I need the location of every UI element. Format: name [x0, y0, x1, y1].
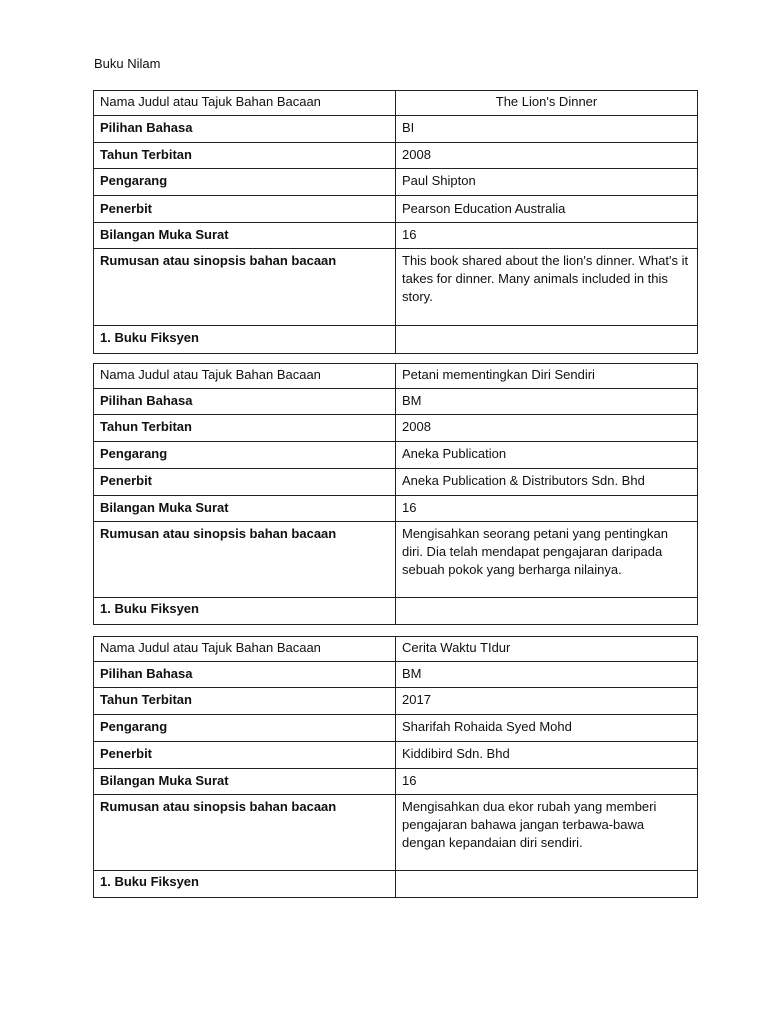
row-title [94, 637, 698, 662]
row-year [94, 143, 698, 169]
row-pages [94, 769, 698, 795]
book-record-table [93, 636, 698, 898]
row-publisher [94, 742, 698, 769]
label-category: 1. Buku Fiksyen [94, 598, 396, 625]
row-category [94, 326, 698, 354]
label-publisher: Penerbit [94, 742, 396, 769]
label-pages: Bilangan Muka Surat [94, 769, 396, 795]
value-title: The Lion's Dinner [396, 91, 698, 116]
label-author: Pengarang [94, 442, 396, 469]
label-language: Pilihan Bahasa [94, 662, 396, 688]
value-title: Petani mementingkan Diri Sendiri [396, 364, 698, 389]
value-category [396, 326, 698, 354]
row-language [94, 389, 698, 415]
row-category [94, 871, 698, 898]
value-publisher: Pearson Education Australia [396, 196, 698, 223]
label-author: Pengarang [94, 715, 396, 742]
row-author [94, 169, 698, 196]
label-category: 1. Buku Fiksyen [94, 326, 396, 354]
value-publisher: Kiddibird Sdn. Bhd [396, 742, 698, 769]
value-author: Paul Shipton [396, 169, 698, 196]
value-language: BM [396, 662, 698, 688]
value-language: BI [396, 116, 698, 143]
label-year: Tahun Terbitan [94, 143, 396, 169]
row-author [94, 715, 698, 742]
row-year [94, 688, 698, 715]
row-synopsis [94, 249, 698, 326]
value-pages: 16 [396, 223, 698, 249]
row-pages [94, 223, 698, 249]
label-language: Pilihan Bahasa [94, 116, 396, 143]
row-publisher [94, 196, 698, 223]
value-pages: 16 [396, 769, 698, 795]
label-language: Pilihan Bahasa [94, 389, 396, 415]
label-title: Nama Judul atau Tajuk Bahan Bacaan [94, 364, 396, 389]
row-pages [94, 496, 698, 522]
value-title: Cerita Waktu TIdur [396, 637, 698, 662]
row-language [94, 662, 698, 688]
value-publisher: Aneka Publication & Distributors Sdn. Bhd [396, 469, 698, 496]
value-synopsis: Mengisahkan seorang petani yang pentingkan diri. Dia telah mendapat pengajaran daripada sebuah pokok yang berharga nilainya. [396, 522, 698, 598]
value-year: 2017 [396, 688, 698, 715]
value-author: Sharifah Rohaida Syed Mohd [396, 715, 698, 742]
label-publisher: Penerbit [94, 469, 396, 496]
document-title: Buku Nilam [94, 56, 161, 71]
row-title [94, 91, 698, 116]
label-pages: Bilangan Muka Surat [94, 223, 396, 249]
label-synopsis: Rumusan atau sinopsis bahan bacaan [94, 249, 396, 326]
value-synopsis: This book shared about the lion's dinner. What's it takes for dinner. Many animals included in this story. [396, 249, 698, 326]
label-pages: Bilangan Muka Surat [94, 496, 396, 522]
book-record-table [93, 363, 698, 625]
row-category [94, 598, 698, 625]
label-title: Nama Judul atau Tajuk Bahan Bacaan [94, 91, 396, 116]
row-title [94, 364, 698, 389]
label-publisher: Penerbit [94, 196, 396, 223]
row-synopsis [94, 795, 698, 871]
value-year: 2008 [396, 143, 698, 169]
label-author: Pengarang [94, 169, 396, 196]
label-year: Tahun Terbitan [94, 688, 396, 715]
value-pages: 16 [396, 496, 698, 522]
value-year: 2008 [396, 415, 698, 442]
book-record-table [93, 90, 698, 354]
label-title: Nama Judul atau Tajuk Bahan Bacaan [94, 637, 396, 662]
label-synopsis: Rumusan atau sinopsis bahan bacaan [94, 522, 396, 598]
value-category [396, 598, 698, 625]
row-language [94, 116, 698, 143]
value-synopsis: Mengisahkan dua ekor rubah yang memberi pengajaran bahawa jangan terbawa-bawa dengan kepandaian diri sendiri. [396, 795, 698, 871]
row-publisher [94, 469, 698, 496]
row-author [94, 442, 698, 469]
value-author: Aneka Publication [396, 442, 698, 469]
value-language: BM [396, 389, 698, 415]
label-synopsis: Rumusan atau sinopsis bahan bacaan [94, 795, 396, 871]
label-year: Tahun Terbitan [94, 415, 396, 442]
value-category [396, 871, 698, 898]
row-synopsis [94, 522, 698, 598]
row-year [94, 415, 698, 442]
label-category: 1. Buku Fiksyen [94, 871, 396, 898]
